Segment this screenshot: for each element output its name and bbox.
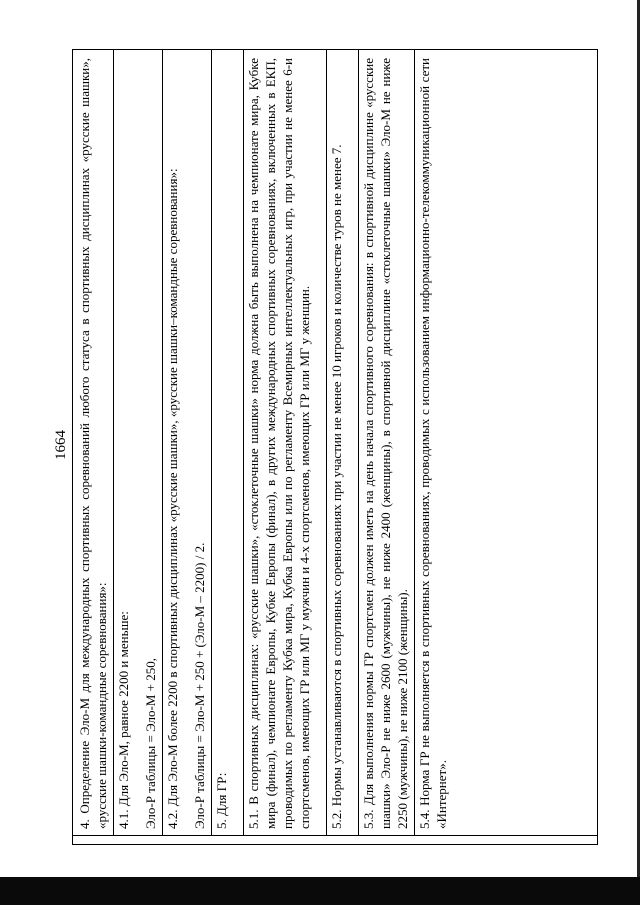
table-content-column [73, 50, 597, 835]
table-row [163, 50, 212, 835]
table-row [244, 50, 327, 835]
row-text: 5. Для ГР: [214, 772, 229, 829]
row-text: 4.1. Для Эло-М, равное 2200 и меньше: [116, 611, 131, 829]
row-formula: Эло-Р таблицы = Эло-М + 250, [143, 658, 158, 829]
row-text: 4. Определение Эло-М для международных спортивных соревнований любого статуса в спортивных дисциплинах «русские шашки», «русские шашки-командные соревнования»: [77, 58, 109, 829]
rules-table [72, 49, 598, 845]
table-row [75, 50, 114, 835]
row-text: 4.2. Для Эло-М более 2200 в спортивных дисциплинах «русские шашки», «русские шашки–командные соревнования»: [165, 168, 180, 829]
table-row [359, 50, 415, 835]
rotated-content [48, 45, 608, 845]
table-row [212, 50, 244, 835]
table-left-column [73, 835, 597, 844]
row-text: 5.4. Норма ГР не выполняется в спортивных соревнованиях, проводимых с использованием информационно-телекоммуникационной сети «Интернет». [417, 58, 449, 829]
table-row [415, 50, 453, 835]
table-row [114, 50, 163, 835]
page-number: 1664 [53, 430, 69, 460]
table-row [327, 50, 359, 835]
row-text: 5.2. Нормы устанавливаются в спортивных соревнованиях при участии не менее 10 игроков и количестве туров не менее 7. [329, 144, 344, 829]
row-formula: Эло-Р таблицы = Эло-М + 250 + (Эло-М – 2200) / 2. [192, 542, 207, 829]
scan-border [0, 877, 640, 905]
row-text: 5.1. В спортивных дисциплинах: «русские шашки», «стоклеточные шашки» норма должна быть выполнена на чемпионате мира, Кубке мира (финал), чемпионате Европы, Кубке Европы (финал), в других международных спортивных соревнованиях, включенных в ЕКП, проводимых по регламенту Кубка мира, Кубка Европы или по регламенту Всемирных интеллектуальных игр, при участии не менее 6-и спортсменов, имеющих ГР или МГ у мужчин и 4-х спортсменов, имеющих ГР или МГ у женщин. [246, 58, 312, 829]
row-text: 5.3. Для выполнения нормы ГР спортсмен должен иметь на день начала спортивного соревнования: в спортивной дисциплине «русские шашки» Эло-Р не ниже 2600 (мужчины), не ниже 2400 (женщины), в спортивной дисциплине «стоклеточные шашки» Эло-М не ниже 2250 (мужчины), не ниже 2100 (женщины). [361, 58, 410, 829]
